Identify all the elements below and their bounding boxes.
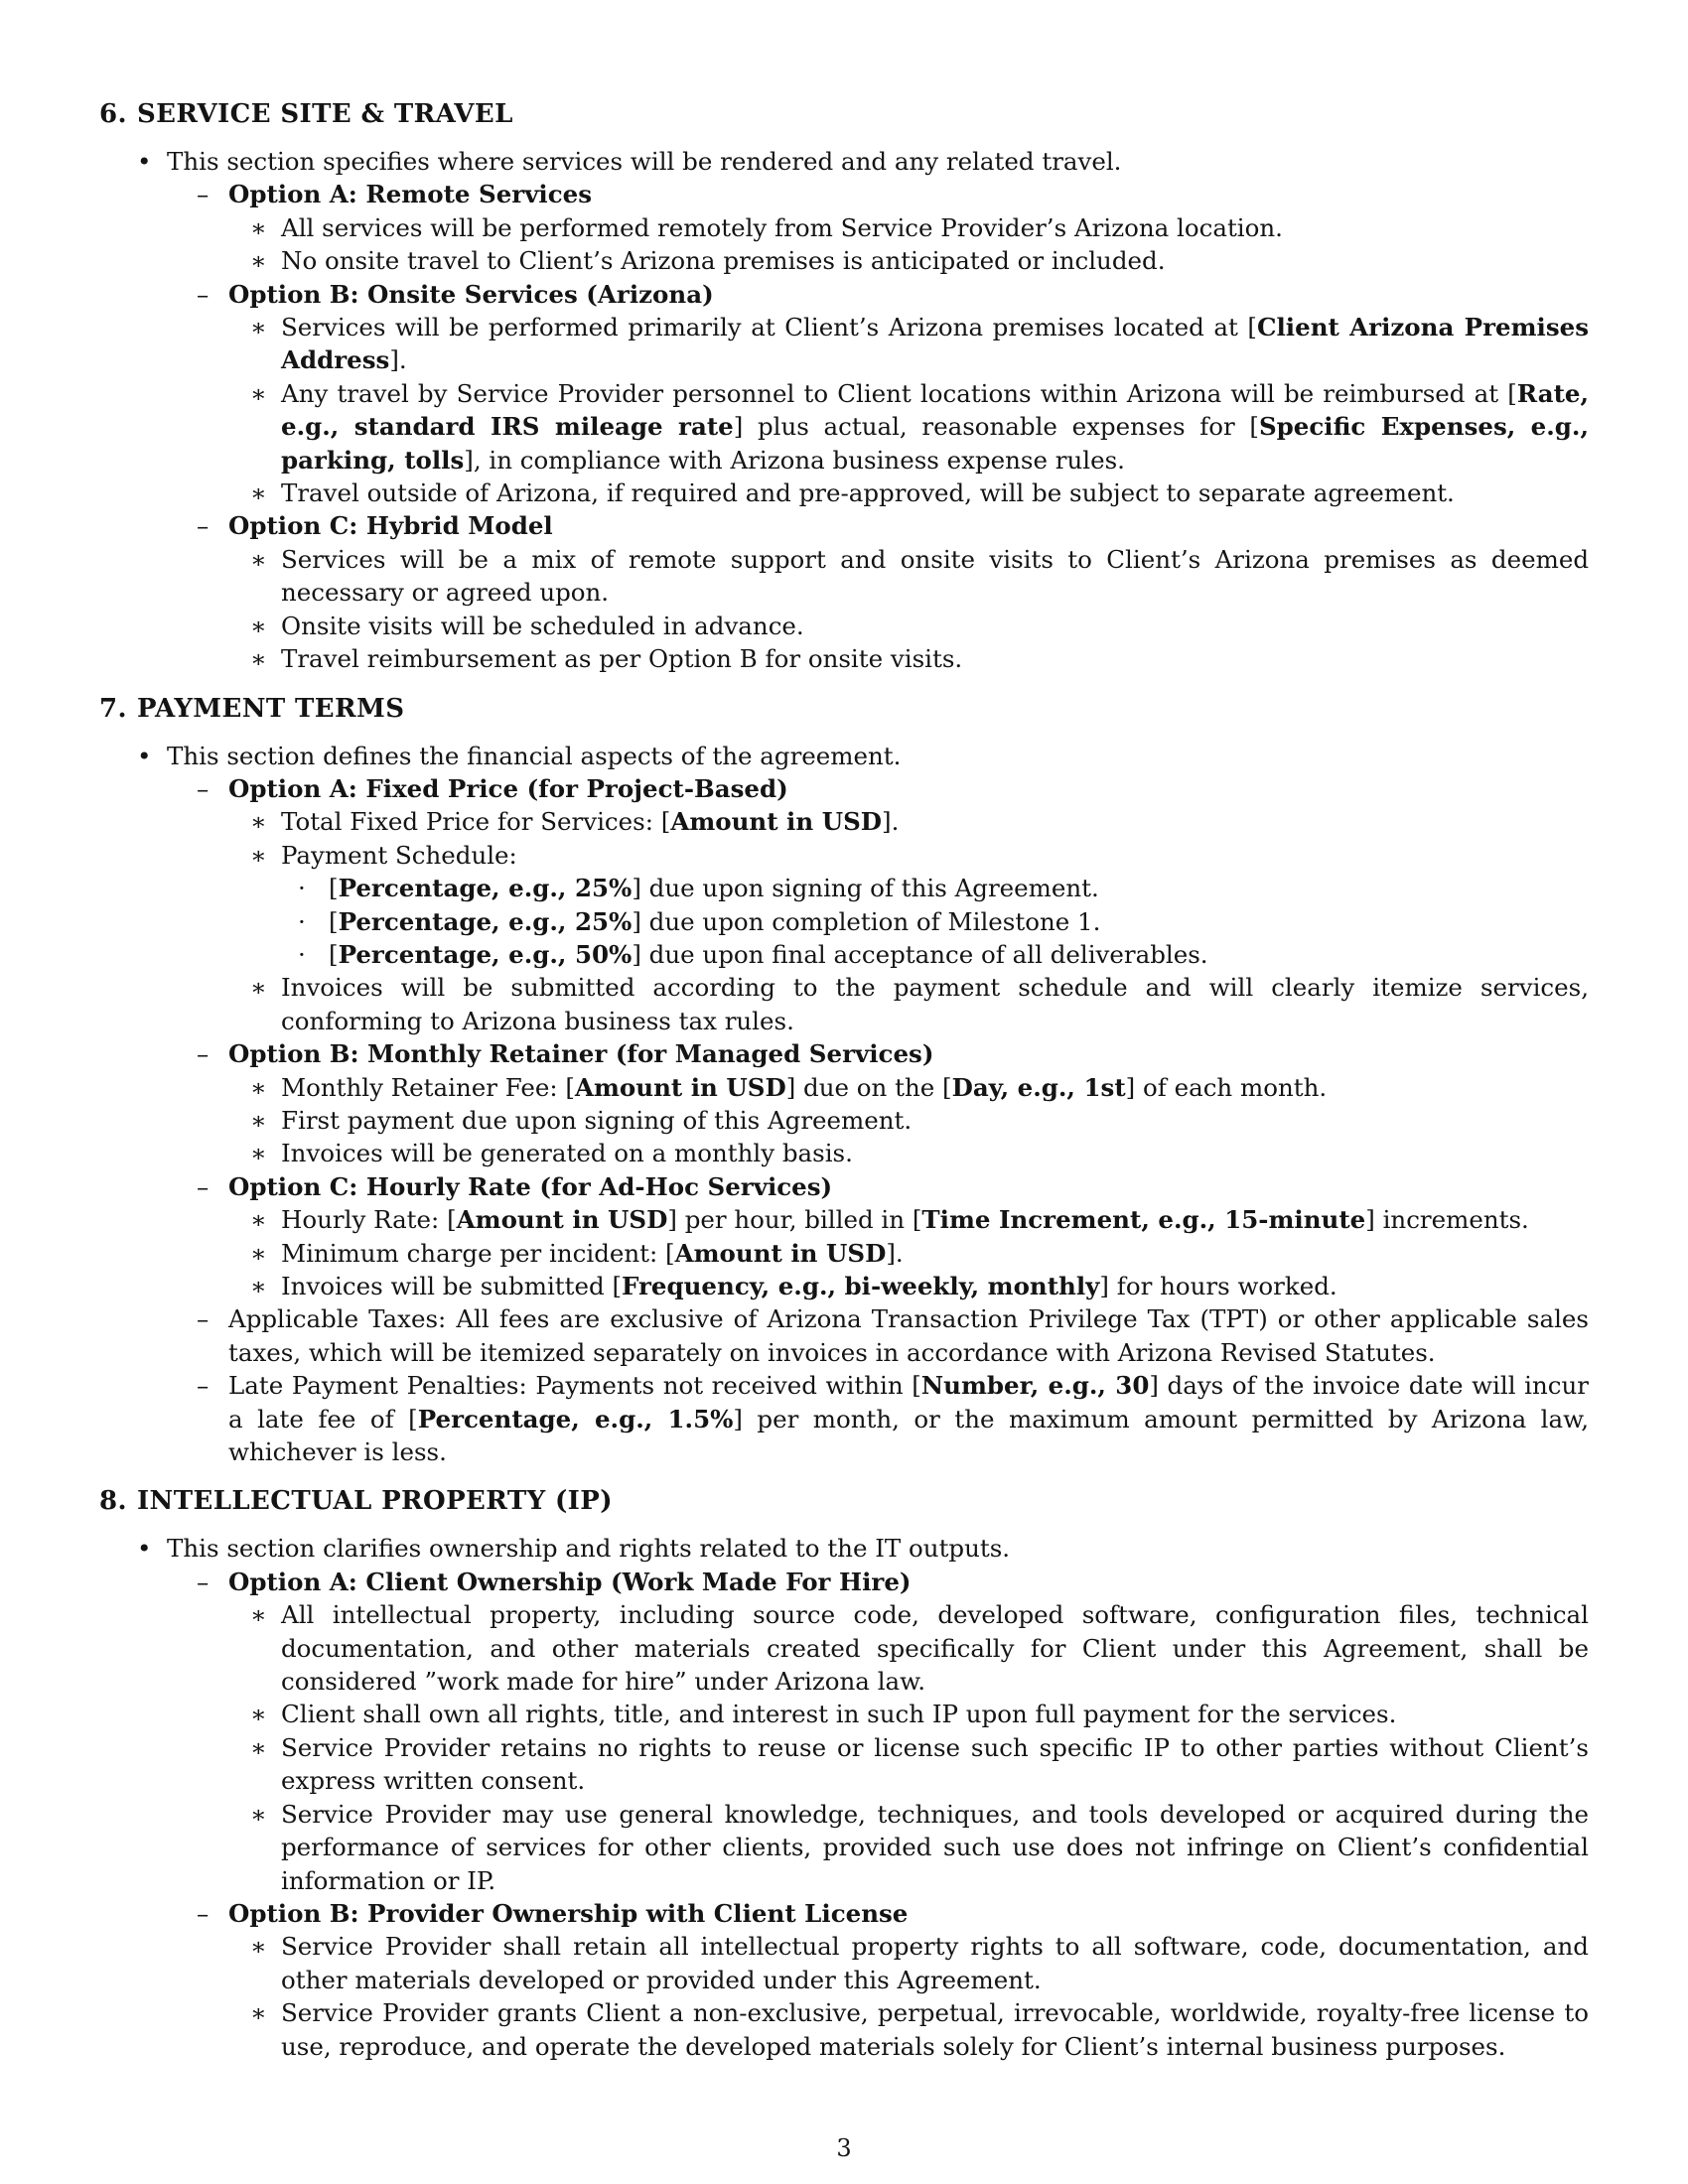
section-6-heading xyxy=(99,97,1589,131)
list-item xyxy=(99,938,1589,971)
dash-icon: – xyxy=(197,1567,210,1596)
dash-icon: – xyxy=(197,180,210,209)
item-text: Onsite visits will be scheduled in advance. xyxy=(281,611,804,640)
item-text: Services will be performed primarily at Client’s Arizona premises located at [ xyxy=(281,313,1257,342)
placeholder-field: Percentage, e.g., 50% xyxy=(338,939,633,969)
section-7-heading xyxy=(99,692,1589,726)
option-title: Option C: Hybrid Model xyxy=(228,511,553,541)
list-item xyxy=(99,1237,1589,1270)
bullet-icon: • xyxy=(137,147,152,176)
list-item xyxy=(99,971,1589,1037)
asterisk-icon: ∗ xyxy=(250,1205,267,1235)
item-text: ] due on the [ xyxy=(785,1072,952,1102)
placeholder-field: Amount in USD xyxy=(574,1072,786,1102)
item-text: ] due upon final acceptance of all deliverables. xyxy=(632,939,1208,969)
list-item xyxy=(99,244,1589,277)
dot-icon: · xyxy=(298,906,306,936)
option-title: Option A: Client Ownership (Work Made For Hire) xyxy=(228,1567,912,1596)
asterisk-icon: ∗ xyxy=(250,1105,267,1135)
item-text: Service Provider shall retain all intellectual property rights to all software, code, documentation, and other materials developed or provided under this Agreement. xyxy=(281,1932,1589,1994)
asterisk-icon: ∗ xyxy=(250,1799,267,1829)
list-item xyxy=(99,377,1589,477)
placeholder-field: Amount in USD xyxy=(670,807,883,837)
asterisk-icon: ∗ xyxy=(250,611,267,640)
item-text: Travel reimbursement as per Option B for onsite visits. xyxy=(281,644,963,674)
item-text: ] due upon completion of Milestone 1. xyxy=(632,906,1101,936)
list-item xyxy=(99,1698,1589,1730)
section-intro: This section clarifies ownership and rights related to the IT outputs. xyxy=(167,1534,1011,1564)
option-heading xyxy=(99,772,1589,805)
list-item xyxy=(99,610,1589,642)
asterisk-icon: ∗ xyxy=(250,644,267,674)
asterisk-icon: ∗ xyxy=(250,1732,267,1762)
dash-icon: – xyxy=(197,773,210,803)
dash-icon: – xyxy=(197,1171,210,1201)
item-text: [ xyxy=(329,874,339,903)
option-heading xyxy=(99,178,1589,210)
asterisk-icon: ∗ xyxy=(250,1139,267,1168)
placeholder-field: Percentage, e.g., 25% xyxy=(338,874,633,903)
document-page xyxy=(99,97,1589,2063)
item-text: ]. xyxy=(882,807,900,837)
list-item xyxy=(99,642,1589,675)
list-item xyxy=(99,805,1589,838)
dash-icon: – xyxy=(197,1898,210,1928)
list-item xyxy=(99,1302,1589,1369)
placeholder-field: Amount in USD xyxy=(674,1238,887,1268)
placeholder-field: Percentage, e.g., 25% xyxy=(338,906,633,936)
section-intro: This section specifies where services will be rendered and any related travel. xyxy=(167,147,1122,176)
item-text: ] increments. xyxy=(1365,1205,1529,1235)
list-item xyxy=(99,477,1589,509)
asterisk-icon: ∗ xyxy=(250,1072,267,1102)
option-title: Option A: Fixed Price (for Project-Based) xyxy=(228,773,788,803)
option-heading xyxy=(99,1566,1589,1598)
placeholder-field: Percentage, e.g., 1.5% xyxy=(417,1404,734,1433)
item-text: Applicable Taxes: All fees are exclusive of Arizona Transaction Privilege Tax (TPT) or other applicable sales taxes, which will be itemized separately on invoices in accordance with Arizona Revised Statutes. xyxy=(228,1304,1589,1367)
placeholder-field: Frequency, e.g., bi-weekly, monthly xyxy=(622,1272,1100,1300)
section-number: 7. xyxy=(99,693,127,724)
placeholder-field: Amount in USD xyxy=(456,1205,668,1235)
list-item xyxy=(99,543,1589,610)
placeholder-field: Client Arizona Premises Address xyxy=(281,313,1589,375)
list-item xyxy=(99,1270,1589,1302)
item-text: Service Provider may use general knowledge, techniques, and tools developed or acquired during the performance of services for other clients, provided such use does not infringe on Client’s confidential information or IP. xyxy=(281,1799,1589,1895)
dash-icon: – xyxy=(197,1039,210,1069)
placeholder-field: Time Increment, e.g., 15-minute xyxy=(921,1205,1366,1235)
dot-icon: · xyxy=(298,874,306,903)
list-item xyxy=(99,1369,1589,1468)
bullet-icon: • xyxy=(137,741,152,770)
option-heading xyxy=(99,1897,1589,1930)
placeholder-field: Day, e.g., 1st xyxy=(951,1072,1126,1102)
asterisk-icon: ∗ xyxy=(250,807,267,837)
bullet-icon: • xyxy=(137,1534,152,1564)
item-text: Hourly Rate: [ xyxy=(281,1205,457,1235)
section-number: 6. xyxy=(99,99,127,129)
item-text: ] per month, or the maximum amount permitted by Arizona law, whichever is less. xyxy=(228,1404,1589,1467)
list-item xyxy=(99,1137,1589,1169)
list-item xyxy=(99,1996,1589,2063)
item-text: [ xyxy=(329,939,339,969)
item-text: Total Fixed Price for Services: [ xyxy=(281,807,671,837)
list-item xyxy=(99,872,1589,904)
asterisk-icon: ∗ xyxy=(250,478,267,508)
list-item xyxy=(99,905,1589,938)
item-text: Service Provider grants Client a non-exclusive, perpetual, irrevocable, worldwide, royalty-free license to use, reproduce, and operate the developed materials solely for Client’s internal business purposes. xyxy=(281,1998,1589,2061)
option-title: Option A: Remote Services xyxy=(228,180,593,209)
item-text: Invoices will be submitted [ xyxy=(281,1272,623,1300)
asterisk-icon: ∗ xyxy=(250,1238,267,1268)
option-title: Option B: Provider Ownership with Client License xyxy=(228,1898,909,1928)
item-text: Payment Schedule: xyxy=(281,840,517,870)
option-title: Option B: Onsite Services (Arizona) xyxy=(228,279,714,309)
list-item xyxy=(99,1930,1589,1996)
item-text: Client shall own all rights, title, and interest in such IP upon full payment for the services. xyxy=(281,1700,1397,1729)
item-text: Late Payment Penalties: Payments not received within [ xyxy=(228,1371,921,1401)
section-title: PAYMENT TERMS xyxy=(137,693,405,724)
item-text: [ xyxy=(329,906,339,936)
item-text: Services will be a mix of remote support and onsite visits to Client’s Arizona premises as deemed necessary or agreed upon. xyxy=(281,544,1589,608)
asterisk-icon: ∗ xyxy=(250,212,267,242)
option-heading xyxy=(99,1037,1589,1070)
option-heading xyxy=(99,278,1589,311)
section-number: 8. xyxy=(99,1486,127,1517)
item-text: All services will be performed remotely from Service Provider’s Arizona location. xyxy=(281,212,1283,242)
section-title: SERVICE SITE & TRAVEL xyxy=(137,99,513,129)
option-title: Option C: Hourly Rate (for Ad-Hoc Services) xyxy=(228,1171,833,1201)
asterisk-icon: ∗ xyxy=(250,1932,267,1962)
list-item xyxy=(99,1104,1589,1137)
placeholder-field: Specific Expenses, e.g., parking, tolls xyxy=(281,412,1589,475)
list-item xyxy=(99,1798,1589,1897)
item-text: No onsite travel to Client’s Arizona premises is anticipated or included. xyxy=(281,246,1166,276)
item-text: Travel outside of Arizona, if required and pre-approved, will be subject to separate agreement. xyxy=(281,478,1455,508)
item-text: ] for hours worked. xyxy=(1099,1272,1337,1300)
item-text: ] due upon signing of this Agreement. xyxy=(632,874,1099,903)
item-text: Invoices will be submitted according to the payment schedule and will clearly itemize services, conforming to Arizona business tax rules. xyxy=(281,973,1589,1035)
asterisk-icon: ∗ xyxy=(250,378,267,408)
list-item xyxy=(99,1598,1589,1698)
asterisk-icon: ∗ xyxy=(250,840,267,870)
item-text: First payment due upon signing of this Agreement. xyxy=(281,1105,913,1135)
item-text: ]. xyxy=(886,1238,904,1268)
asterisk-icon: ∗ xyxy=(250,1700,267,1729)
item-text: Any travel by Service Provider personnel to Client locations within Arizona will be reimbursed at [ xyxy=(281,378,1517,408)
list-item xyxy=(99,740,1589,772)
list-item xyxy=(99,311,1589,377)
item-text: ] days of the invoice date will incur a late fee of [ xyxy=(228,1371,1589,1433)
asterisk-icon: ∗ xyxy=(250,246,267,276)
item-text: ], in compliance with Arizona business expense rules. xyxy=(464,445,1125,475)
section-intro: This section defines the financial aspects of the agreement. xyxy=(167,741,902,770)
list-item xyxy=(99,1731,1589,1798)
item-text: Invoices will be generated on a monthly basis. xyxy=(281,1139,853,1168)
item-text: ]. xyxy=(389,345,407,375)
dash-icon: – xyxy=(197,1304,210,1334)
dash-icon: – xyxy=(197,1371,210,1401)
option-title: Option B: Monthly Retainer (for Managed Services) xyxy=(228,1039,934,1069)
list-item xyxy=(99,1071,1589,1104)
asterisk-icon: ∗ xyxy=(250,973,267,1003)
placeholder-field: Number, e.g., 30 xyxy=(920,1371,1150,1401)
option-heading xyxy=(99,1170,1589,1203)
section-title: INTELLECTUAL PROPERTY (IP) xyxy=(137,1486,613,1517)
asterisk-icon: ∗ xyxy=(250,1272,267,1300)
asterisk-icon: ∗ xyxy=(250,1600,267,1630)
item-text: Service Provider retains no rights to reuse or license such specific IP to other parties without Client’s express written consent. xyxy=(281,1732,1589,1796)
dash-icon: – xyxy=(197,279,210,309)
list-item xyxy=(99,1203,1589,1236)
item-text: ] of each month. xyxy=(1125,1072,1328,1102)
section-8-heading xyxy=(99,1484,1589,1518)
asterisk-icon: ∗ xyxy=(250,1998,267,2028)
list-item xyxy=(99,145,1589,178)
list-item xyxy=(99,839,1589,872)
item-text: Minimum charge per incident: [ xyxy=(281,1238,675,1268)
item-text: All intellectual property, including source code, developed software, configuration files, technical documentation, and other materials created specifically for Client under this Agreement, shall be considered ”work made for hire” under Arizona law. xyxy=(281,1600,1589,1697)
item-text: ] plus actual, reasonable expenses for [ xyxy=(733,412,1259,442)
placeholder-field: Rate, e.g., standard IRS mileage rate xyxy=(281,378,1589,442)
page-number: 3 xyxy=(836,2134,852,2162)
asterisk-icon: ∗ xyxy=(250,313,267,342)
list-item xyxy=(99,211,1589,244)
asterisk-icon: ∗ xyxy=(250,544,267,574)
dash-icon: – xyxy=(197,511,210,541)
list-item xyxy=(99,1532,1589,1565)
option-heading xyxy=(99,509,1589,542)
item-text: Monthly Retainer Fee: [ xyxy=(281,1072,575,1102)
item-text: ] per hour, billed in [ xyxy=(667,1205,922,1235)
dot-icon: · xyxy=(298,939,306,969)
